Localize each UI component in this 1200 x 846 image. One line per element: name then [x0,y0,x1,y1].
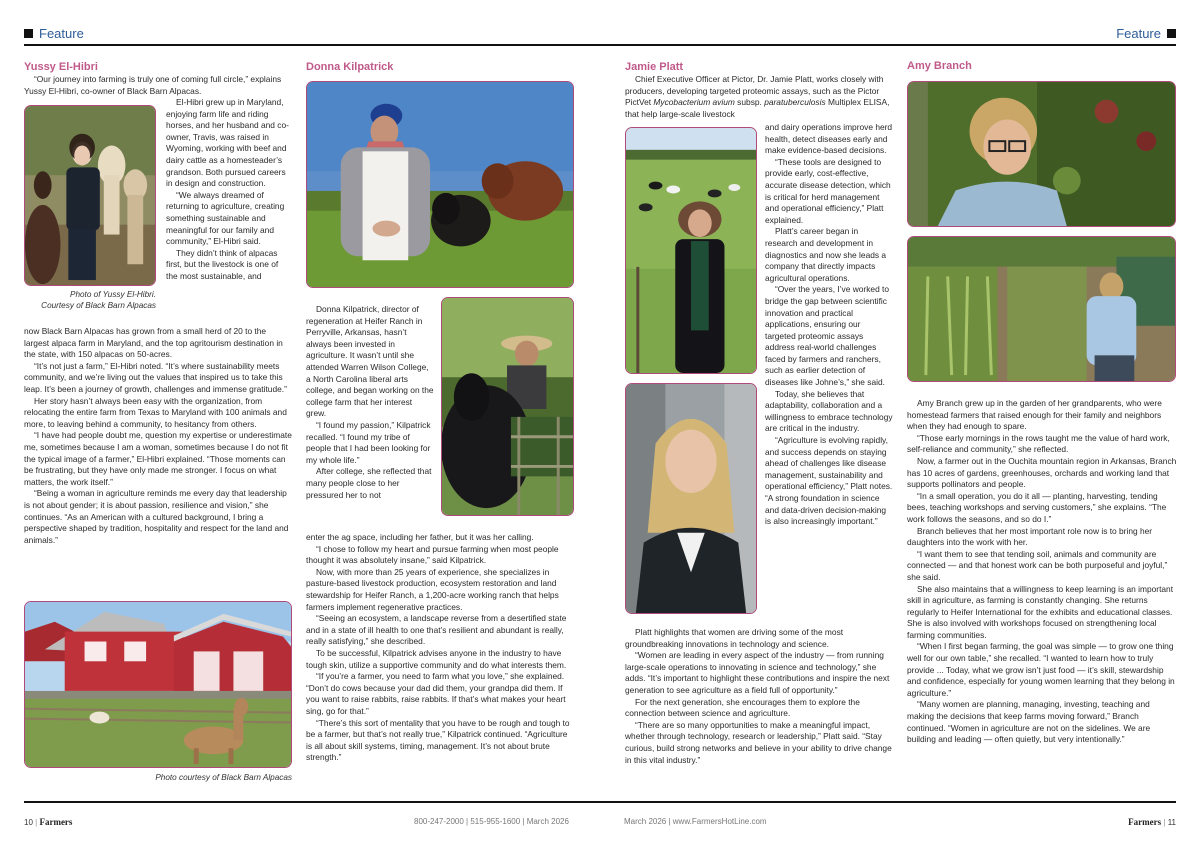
paragraph: “I want them to see that tending soil, animals and community are connected — and that honest work can be both purposeful and joyful,” she said. [907,548,1168,582]
footer-phones: 800-247-2000 | 515-955-1600 | March 2026 [414,817,569,826]
text-run: Chief Executive Officer at Pictor, Dr. Jamie Platt, works closely with producers, developing targeted proteomic assays, such as the Pictor PictVet [625,74,884,108]
paragraph: Platt highlights that women are driving some of the most groundbreaking innovations in technology and science. [625,627,844,649]
yussy-wrap-text [166,97,292,283]
page-number: 11 [1167,818,1176,827]
text-run-italic: paratuberculosis [764,97,826,108]
footer-date-web: March 2026 | www.FarmersHotLine.com [624,817,767,826]
photo-jamie-portrait [625,383,757,614]
paragraph: Now, with more than 25 years of experience, she specializes in pasture-based livestock production, ecosystem restoration and land stewardship for Heifer Ranch, a 1,200-acre working ranch that helps farmers implement regenerative practices. [306,566,559,612]
footer-rule [24,801,1176,803]
paragraph: Amy Branch grew up in the garden of her grandparents, who were homestead farmers that raised enough for their family and neighbors when they had enough to spare. [907,398,1162,432]
photo-donna-cattle [306,81,574,288]
donna-wrap-text [306,304,434,501]
jamie-lead [625,74,893,120]
paragraph: To be successful, Kilpatrick advises anyone in the industry to have tough skin, utilize a supportive community and do what interests them. [306,647,567,670]
text-run-italic: Mycobacterium avium [653,97,735,108]
paragraph: “I have had people doubt me, question my expertise or underestimate me, sometimes because I am a woman, sometimes because I do not fit the typical image of a farmer,” El-Hibri explained. “Those moments can be frustrating, but they have only made me stronger. I focus on what matters, the work itself.” [24,430,292,487]
paragraph: and dairy operations improve herd health, detect diseases early and make evidence-based decisions. [765,122,893,156]
paragraph: “Over the years, I’ve worked to bridge the gap between scientific innovation and practical applications, ensuring our targeted proteomic assays address real-world challenges faced by farmers and ranchers, such as earlier detection of diseases like Johne’s,” she said. [765,284,890,388]
paragraph: For the next generation, she encourages them to explore the connection between science and agriculture. [625,696,860,719]
paragraph: She also maintains that a willingness to keep learning is an important skill in agriculture, as farming is constantly changing. She returns regularly to Heifer International for the exhibits and educational classes. She is also involved with workshops focused on strengthening local farming communities. [907,583,1174,640]
amy-body [907,398,1177,746]
profile-name-donna: Donna Kilpatrick [306,61,394,73]
publication-brand: Farmers [1128,817,1162,827]
paragraph: “These tools are designed to provide early, cost-effective, accurate disease detection, which is critical for herd management and operational efficiency,” Platt explained. [765,156,891,225]
paragraph: Her story hasn’t always been easy with the organization, from relocating the entire farm from Texas to Maryland with 100 animals and more, to leaving behind a community, to hesitancy from others. [24,395,287,429]
paragraph: Now, a farmer out in the Ouchita mountain region in Arkansas, Branch has 10 acres of gardens, greenhouses, orchards and working land that supports pollinators and people. [907,455,1177,490]
text-run: Multiplex ELISA, that help large-scale livestock [625,97,890,119]
paragraph: “Being a woman in agriculture reminds me every day that leadership is not about gender; it is about passion, resilience and vision,” she continues. “As an American with a cultured background, I bring a perspective shaped by tradition, hospitality and respect for the land and animals.” [24,488,289,545]
caption-line: Courtesy of Black Barn Alpacas [41,301,156,310]
profile-name-yussy: Yussy El-Hibri [24,61,98,73]
jamie-wrap-text [765,122,893,528]
paragraph: Branch believes that her most important role now is to bring her daughters into the work with her. [907,525,1153,548]
profile-name-jamie: Jamie Platt [625,61,684,73]
paragraph: “If you’re a farmer, you need to farm what you love,” she explained. “Don’t do cows because your dad did them, your grandpa did them. If you want to raise rabbits, raise rabbits. If that’s what makes your heart sing, go for that.” [306,671,566,716]
yussy-photo-caption [24,289,156,311]
paragraph: “I found my passion,” Kilpatrick recalled. “I found my tribe of people that I had been looking for my whole life.” [306,419,431,465]
paragraph: “There’s this sort of mentality that you have to be rough and tough to be a farmer, but that’s not really true,” Kilpatrick continued. “Agriculture is all about skill systems, timing, management. It’s not about brute strength.” [306,717,570,763]
profile-name-amy: Amy Branch [907,60,972,72]
paragraph: Donna Kilpatrick, director of regeneration at Heifer Ranch in Perryville, Arkansas, hasn’t always been invested in agriculture. It wasn’t until she attended Warren Wilson College, a North Carolina liberal arts college, and began working on the college farm that her interest grew. [306,304,434,419]
paragraph: “In a small operation, you do it all — planting, harvesting, tending bees, teaching workshops and serving customers,” she explains. “The work follows the seasons, and so do I.” [907,490,1167,524]
text-run: subsp. [734,97,765,108]
yussy-lead [24,74,290,97]
photo-jamie-field [625,127,757,374]
paragraph [625,74,893,120]
paragraph: Today, she believes that adaptability, collaboration and a willingness to embrace technology are critical in the industry. [765,388,893,434]
paragraph: “Seeing an ecosystem, a landscape reverse from a desertified state and in a state of ill health to one that’s resilient and abundant is really, really satisfying,” she described. [306,613,567,647]
section-label: Feature [1116,26,1161,41]
photo-amy-garden [907,236,1176,382]
header-rule [24,44,1176,46]
black-barn-caption: Photo courtesy of Black Barn Alpacas [155,773,292,782]
footer-right: Farmers | 11 [1128,817,1176,827]
paragraph: After college, she reflected that many people close to her pressured her to not [306,466,432,500]
paragraph: enter the ag space, including her father, but it was her calling. [306,532,534,542]
caption-line: Photo of Yussy El-Hibri. [69,290,156,299]
photo-donna-cow [441,297,574,516]
photo-amy-selfie [907,81,1176,227]
paragraph: “It’s not just a farm,” El-Hibri noted. “It’s where sustainability meets community, and we’re living out the values that inspired us to take this leap. It’s been a journey of growth, challenges and immense gratitude.” [24,360,287,394]
page-number: 10 [24,818,33,827]
paragraph: now Black Barn Alpacas has grown from a small herd of 20 to the largest alpaca farm in Maryland, and the top agritourism destination in the state, with 150 alpacas on 50-acres. [24,326,283,360]
paragraph: They didn’t think of alpacas first, but the livestock is one of the most sustainable, and [166,247,279,281]
paragraph: “Agriculture is evolving rapidly, and success depends on staying ahead of challenges like disease management, sustainability and operational efficiency,” Platt notes. “A strong foundation in science and data-driven decision-making is also increasingly important.” [765,435,893,527]
publication-brand: Farmers [39,817,73,827]
paragraph: “There are so many opportunities to make a meaningful impact, whether through technology, research or leadership,” Platt said. “Stay curious, build strong networks and believe in your ability to drive change in this vital industry.” [625,719,892,765]
paragraph: “We always dreamed of returning to agriculture, creating something sustainable and meaningful for our family and community,” El-Hibri said. [166,189,285,247]
donna-body [306,532,574,764]
paragraph: “Women are leading in every aspect of the industry — from running large-scale operations to innovating in science and technology,” she adds. “It’s important to highlight these contributions and inspire the next generation to see agriculture as a field full of opportunity.” [625,650,890,695]
section-header-right [1116,26,1176,41]
paragraph: “Many women are planning, managing, investing, teaching and making the decisions that keep farms moving forward,” Branch continued. “Women in agriculture are not on the sidelines. We are building and leading — often quietly, but very intentionally.” [907,699,1151,745]
yussy-body [24,326,292,546]
photo-yussy-alpacas [24,105,156,286]
footer-left: 10 | Farmers [24,817,73,827]
paragraph: “Our journey into farming is truly one of coming full circle,” explains Yussy El-Hibri, co-owner of Black Barn Alpacas. [24,74,282,96]
paragraph: “When I first began farming, the goal was simple — to grow one thing well for our own table,” she recalled. “I wanted to learn how to truly provide ... Today, what we grow isn’t just food — it’s skill, stewardship and confidence, especially for young women learning that they belong in agriculture.” [907,641,1175,698]
paragraph: “Those early mornings in the rows taught me the value of hard work, self-reliance and community,” she reflected. [907,432,1170,455]
section-square-icon [24,29,33,38]
section-square-icon [1167,29,1176,38]
section-label: Feature [39,26,84,41]
paragraph: “I chose to follow my heart and pursue farming when most people thought it was absolutely insane,” said Kilpatrick. [306,543,559,566]
paragraph: Platt’s career began in research and development in diagnostics and now she leads a company that directly impacts agricultural operations. [765,226,887,283]
paragraph: El-Hibri grew up in Maryland, enjoying farm life and riding horses, and her husband and co-owner, Travis, was raised in Wyoming, working with beef and dairy cattle as a homesteader’s grandson. Both pursued careers in design and construction. [166,97,289,189]
section-header-left [24,26,84,41]
jamie-body [625,627,895,766]
photo-black-barn [24,601,292,768]
